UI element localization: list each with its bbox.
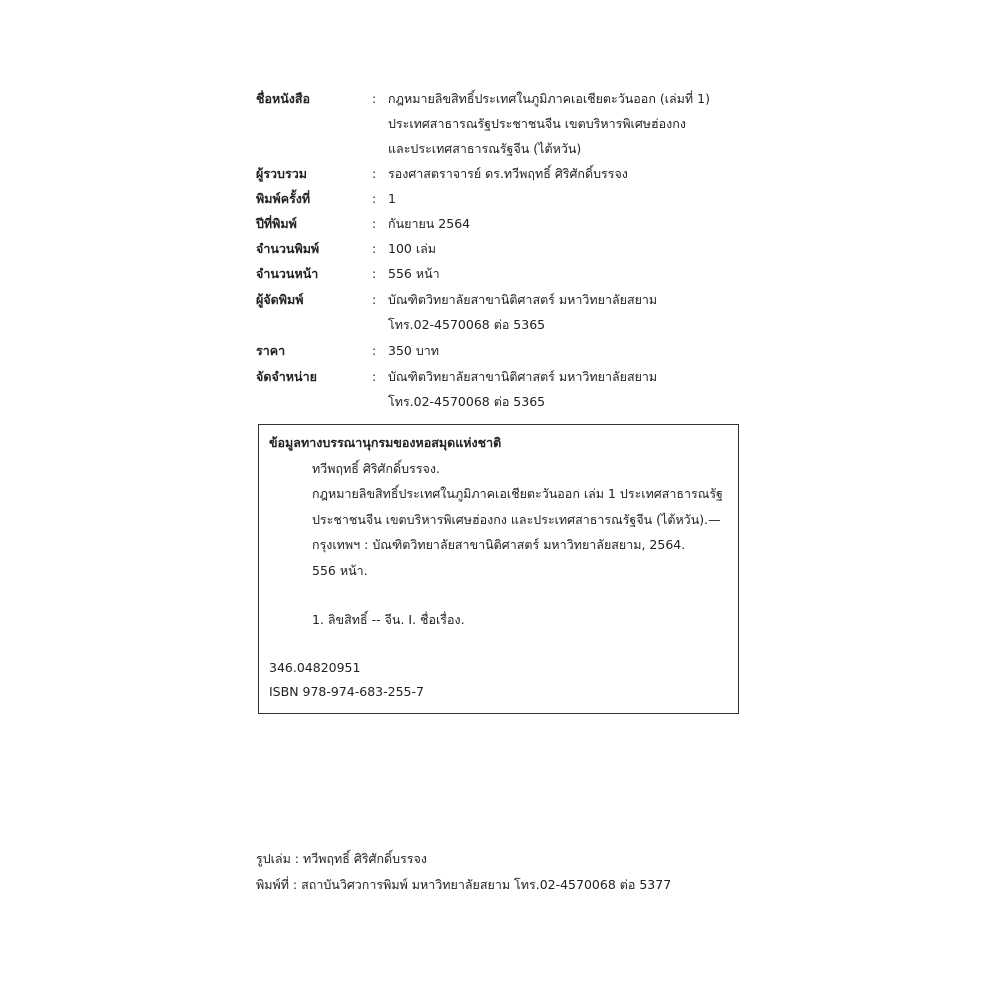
cataloging-in-publication-box <box>258 424 739 714</box>
detail-value <box>388 342 439 367</box>
detail-value <box>388 215 470 240</box>
detail-colon: : <box>372 166 377 181</box>
detail-label: ผู้จัดพิมพ์ <box>256 292 304 307</box>
detail-label: ราคา <box>256 343 286 358</box>
detail-value <box>388 190 396 215</box>
cip-pages: 556 หน้า. <box>312 563 368 578</box>
detail-value-line: กันยายน 2564 <box>388 216 471 231</box>
detail-value-line: 350 บาท <box>388 343 440 358</box>
detail-value <box>388 265 440 290</box>
cip-heading: ข้อมูลทางบรรณานุกรมของหอสมุดแห่งชาติ <box>269 435 502 450</box>
detail-colon: : <box>372 292 377 307</box>
detail-value-line: กฎหมายลิขสิทธิ์ประเทศในภูมิภาคเอเชียตะวันออก (เล่มที่ 1) <box>388 91 710 106</box>
detail-value-line: บัณฑิตวิทยาลัยสาขานิติศาสตร์ มหาวิทยาลัยสยาม <box>388 292 658 307</box>
detail-value-line: บัณฑิตวิทยาลัยสาขานิติศาสตร์ มหาวิทยาลัยสยาม <box>388 369 658 384</box>
footer-layout-credit: รูปเล่ม : ทวีพฤทธิ์ ศิริศักดิ์บรรจง <box>256 851 427 866</box>
detail-value-line: 100 เล่ม <box>388 241 437 256</box>
cip-classification: 346.04820951 <box>269 660 361 675</box>
cip-title-line: ประชาชนจีน เขตบริหารพิเศษฮ่องกง และประเทศสาธารณรัฐจีน (ไต้หวัน).— <box>312 512 721 527</box>
detail-label: ผู้รวบรวม <box>256 166 307 181</box>
detail-value-line: ประเทศสาธารณรัฐประชาชนจีน เขตบริหารพิเศษฮ่องกง <box>388 116 686 131</box>
cip-author: ทวีพฤทธิ์ ศิริศักดิ์บรรจง. <box>312 461 440 476</box>
detail-colon: : <box>372 216 377 231</box>
detail-value <box>388 291 657 341</box>
detail-colon: : <box>372 191 377 206</box>
detail-value <box>388 90 710 165</box>
detail-value-line: และประเทศสาธารณรัฐจีน (ไต้หวัน) <box>388 141 582 156</box>
detail-label: พิมพ์ครั้งที่ <box>256 191 311 206</box>
detail-label: ปีที่พิมพ์ <box>256 216 297 231</box>
detail-colon: : <box>372 91 377 106</box>
detail-value-line: 556 หน้า <box>388 266 440 281</box>
detail-label: จำนวนพิมพ์ <box>256 241 320 256</box>
detail-value-line: โทร.02-4570068 ต่อ 5365 <box>388 317 546 332</box>
cip-subjects: 1. ลิขสิทธิ์ -- จีน. I. ชื่อเรื่อง. <box>312 612 465 627</box>
detail-label: จำนวนหน้า <box>256 266 319 281</box>
cip-isbn: ISBN 978-974-683-255-7 <box>269 684 424 699</box>
detail-value <box>388 240 436 265</box>
detail-colon: : <box>372 241 377 256</box>
detail-colon: : <box>372 343 377 358</box>
detail-colon: : <box>372 266 377 281</box>
detail-value-line: 1 <box>388 191 396 206</box>
detail-label: จัดจำหน่าย <box>256 369 317 384</box>
detail-value <box>388 368 657 418</box>
cip-title-line: กฎหมายลิขสิทธิ์ประเทศในภูมิภาคเอเชียตะวันออก เล่ม 1 ประเทศสาธารณรัฐ <box>312 486 723 501</box>
cip-imprint: กรุงเทพฯ : บัณฑิตวิทยาลัยสาขานิติศาสตร์ มหาวิทยาลัยสยาม, 2564. <box>312 537 686 552</box>
detail-value-line: รองศาสตราจารย์ ดร.ทวีพฤทธิ์ ศิริศักดิ์บรรจง <box>388 166 628 181</box>
detail-value-line: โทร.02-4570068 ต่อ 5365 <box>388 394 546 409</box>
footer-printer-credit: พิมพ์ที่ : สถาบันวิศวการพิมพ์ มหาวิทยาลัยสยาม โทร.02-4570068 ต่อ 5377 <box>256 877 672 892</box>
detail-value <box>388 165 628 190</box>
detail-colon: : <box>372 369 377 384</box>
detail-label: ชื่อหนังสือ <box>256 91 311 106</box>
